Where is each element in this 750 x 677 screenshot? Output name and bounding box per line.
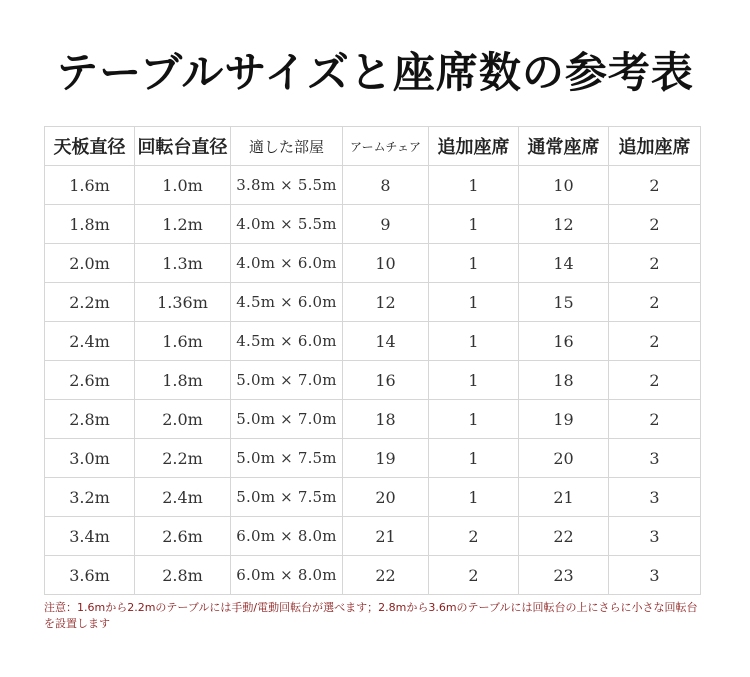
cell-suitable-room: 6.0m × 8.0m <box>231 517 343 556</box>
cell-extra-seats: 2 <box>429 556 519 595</box>
cell-top-diameter: 2.2m <box>45 283 135 322</box>
table-row <box>45 205 701 244</box>
cell-regular-seats: 21 <box>519 478 609 517</box>
cell-extra-seats-2: 2 <box>609 205 701 244</box>
table-row <box>45 244 701 283</box>
cell-extra-seats-2: 3 <box>609 556 701 595</box>
cell-turntable-diameter: 1.6m <box>135 322 231 361</box>
table-row <box>45 556 701 595</box>
cell-armchair: 10 <box>343 244 429 283</box>
cell-regular-seats: 15 <box>519 283 609 322</box>
cell-extra-seats-2: 3 <box>609 517 701 556</box>
cell-suitable-room: 6.0m × 8.0m <box>231 556 343 595</box>
header-extra-seats-2: 追加座席 <box>609 127 701 166</box>
table-row <box>45 478 701 517</box>
cell-regular-seats: 12 <box>519 205 609 244</box>
cell-extra-seats-2: 2 <box>609 361 701 400</box>
cell-top-diameter: 1.8m <box>45 205 135 244</box>
cell-armchair: 16 <box>343 361 429 400</box>
cell-regular-seats: 19 <box>519 400 609 439</box>
cell-extra-seats: 1 <box>429 478 519 517</box>
cell-suitable-room: 4.5m × 6.0m <box>231 322 343 361</box>
cell-armchair: 8 <box>343 166 429 205</box>
table-row <box>45 400 701 439</box>
cell-turntable-diameter: 1.3m <box>135 244 231 283</box>
table-row <box>45 322 701 361</box>
table-body <box>45 166 701 595</box>
cell-turntable-diameter: 2.4m <box>135 478 231 517</box>
cell-armchair: 19 <box>343 439 429 478</box>
cell-turntable-diameter: 1.2m <box>135 205 231 244</box>
header-top-diameter: 天板直径 <box>45 127 135 166</box>
cell-armchair: 9 <box>343 205 429 244</box>
cell-top-diameter: 2.0m <box>45 244 135 283</box>
cell-top-diameter: 2.6m <box>45 361 135 400</box>
cell-extra-seats: 2 <box>429 517 519 556</box>
footnote: 注意：1.6mから2.2mのテーブルには手動/電動回転台が選べます；2.8mから3.6mのテーブルには回転台の上にさらに小さな回転台を設置します <box>44 601 698 630</box>
cell-extra-seats-2: 3 <box>609 478 701 517</box>
cell-top-diameter: 3.4m <box>45 517 135 556</box>
cell-armchair: 14 <box>343 322 429 361</box>
cell-extra-seats: 1 <box>429 205 519 244</box>
cell-extra-seats-2: 2 <box>609 166 701 205</box>
table-row <box>45 283 701 322</box>
header-armchair: アームチェア <box>343 127 429 166</box>
cell-extra-seats: 1 <box>429 400 519 439</box>
cell-armchair: 12 <box>343 283 429 322</box>
cell-suitable-room: 5.0m × 7.0m <box>231 400 343 439</box>
header-suitable-room: 適した部屋 <box>231 127 343 166</box>
cell-suitable-room: 4.5m × 6.0m <box>231 283 343 322</box>
cell-turntable-diameter: 2.2m <box>135 439 231 478</box>
cell-armchair: 18 <box>343 400 429 439</box>
cell-turntable-diameter: 1.0m <box>135 166 231 205</box>
table-row <box>45 166 701 205</box>
cell-armchair: 21 <box>343 517 429 556</box>
cell-turntable-diameter: 1.8m <box>135 361 231 400</box>
cell-turntable-diameter: 2.8m <box>135 556 231 595</box>
table-row <box>45 439 701 478</box>
cell-extra-seats: 1 <box>429 439 519 478</box>
cell-turntable-diameter: 2.6m <box>135 517 231 556</box>
header-extra-seats: 追加座席 <box>429 127 519 166</box>
cell-regular-seats: 14 <box>519 244 609 283</box>
cell-extra-seats-2: 2 <box>609 283 701 322</box>
size-reference-table <box>44 126 701 595</box>
cell-extra-seats-2: 2 <box>609 400 701 439</box>
cell-regular-seats: 18 <box>519 361 609 400</box>
cell-extra-seats: 1 <box>429 361 519 400</box>
cell-extra-seats: 1 <box>429 322 519 361</box>
cell-regular-seats: 10 <box>519 166 609 205</box>
cell-top-diameter: 3.2m <box>45 478 135 517</box>
cell-extra-seats: 1 <box>429 283 519 322</box>
cell-suitable-room: 5.0m × 7.0m <box>231 361 343 400</box>
cell-regular-seats: 20 <box>519 439 609 478</box>
cell-extra-seats-2: 2 <box>609 322 701 361</box>
cell-extra-seats-2: 3 <box>609 439 701 478</box>
cell-top-diameter: 1.6m <box>45 166 135 205</box>
table-row <box>45 361 701 400</box>
cell-suitable-room: 4.0m × 5.5m <box>231 205 343 244</box>
cell-regular-seats: 16 <box>519 322 609 361</box>
cell-extra-seats: 1 <box>429 244 519 283</box>
cell-regular-seats: 23 <box>519 556 609 595</box>
cell-suitable-room: 5.0m × 7.5m <box>231 439 343 478</box>
cell-turntable-diameter: 1.36m <box>135 283 231 322</box>
cell-top-diameter: 2.8m <box>45 400 135 439</box>
cell-extra-seats-2: 2 <box>609 244 701 283</box>
cell-extra-seats: 1 <box>429 166 519 205</box>
cell-top-diameter: 3.6m <box>45 556 135 595</box>
header-turntable-diameter: 回転台直径 <box>135 127 231 166</box>
page-title: テーブルサイズと座席数の参考表 <box>56 48 694 97</box>
cell-suitable-room: 5.0m × 7.5m <box>231 478 343 517</box>
table-row <box>45 517 701 556</box>
cell-armchair: 20 <box>343 478 429 517</box>
cell-top-diameter: 3.0m <box>45 439 135 478</box>
cell-turntable-diameter: 2.0m <box>135 400 231 439</box>
cell-top-diameter: 2.4m <box>45 322 135 361</box>
cell-suitable-room: 3.8m × 5.5m <box>231 166 343 205</box>
cell-regular-seats: 22 <box>519 517 609 556</box>
cell-suitable-room: 4.0m × 6.0m <box>231 244 343 283</box>
table-header-row <box>45 127 701 166</box>
cell-armchair: 22 <box>343 556 429 595</box>
header-regular-seats: 通常座席 <box>519 127 609 166</box>
